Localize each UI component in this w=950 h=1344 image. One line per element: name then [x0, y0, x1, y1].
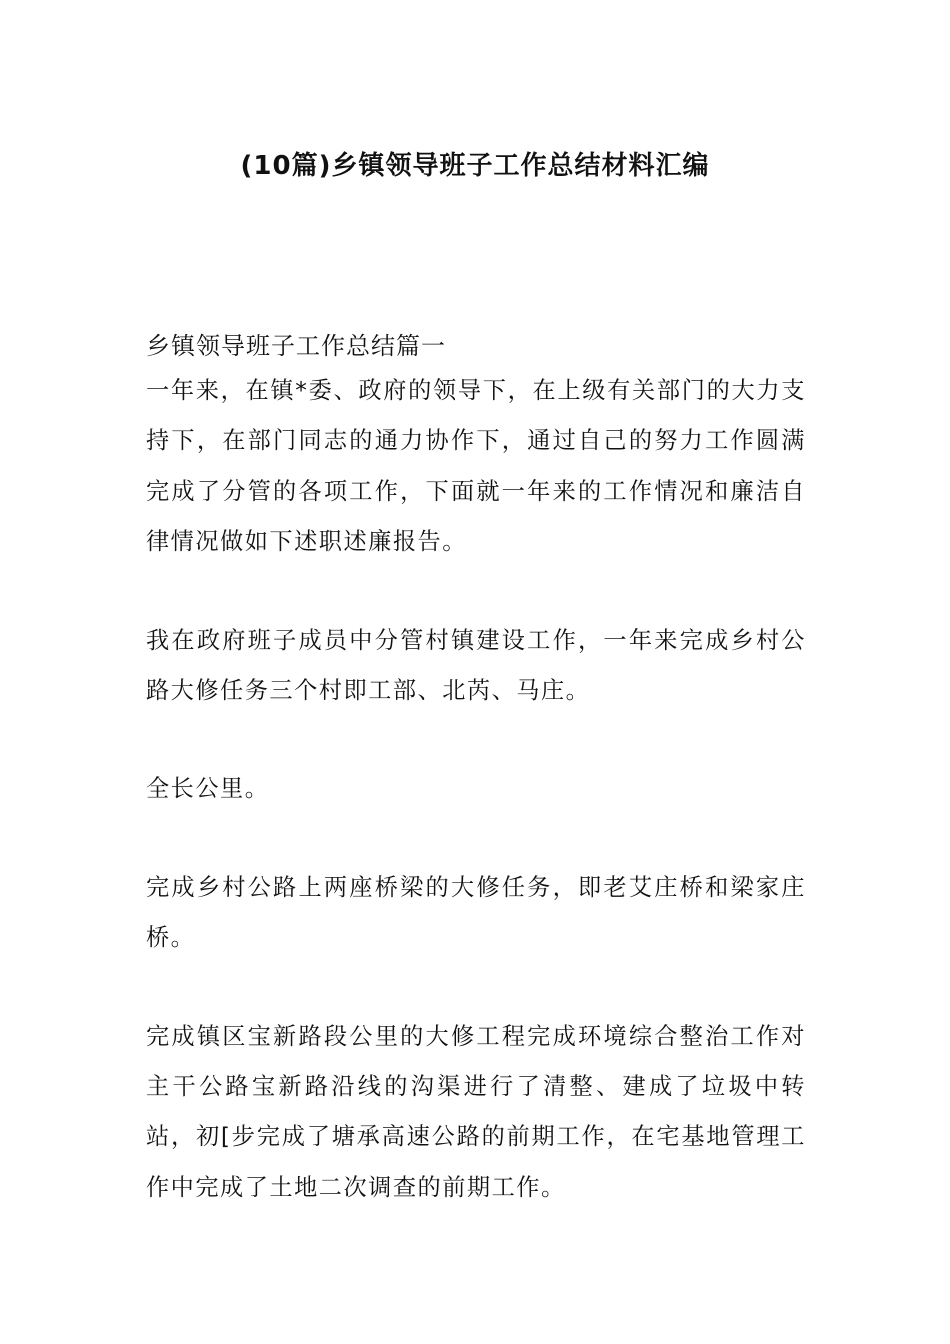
paragraph-spacer — [146, 964, 806, 1012]
paragraph-1: 一年来，在镇*委、政府的领导下，在上级有关部门的大力支持下，在部门同志的通力协作下，通过自己的努力工作圆满完成了分管的各项工作，下面就一年来的工作情况和廉洁自律情况做如下述职述廉报告。 — [146, 377, 806, 556]
paragraph-5: 完成镇区宝新路段公里的大修工程完成环境综合整治工作对主干公路宝新路沿线的沟渠进行了清整、建成了垃圾中转站，初[步完成了塘承高速公路的前期工作，在宅基地管理工作中完成了土地二次调查的前期工作。 — [146, 1022, 806, 1201]
document-title: (10篇)乡镇领导班子工作总结材料汇编 — [240, 151, 710, 181]
section-heading: 乡镇领导班子工作总结篇一 — [146, 332, 446, 360]
document-body — [146, 326, 806, 1213]
paragraph-3: 全长公里。 — [146, 775, 270, 803]
paragraph-4: 完成乡村公路上两座桥梁的大修任务，即老艾庄桥和梁家庄桥。 — [146, 873, 806, 952]
paragraph-spacer — [146, 815, 806, 863]
paragraph-spacer — [146, 716, 806, 764]
paragraph-spacer — [146, 568, 806, 616]
paragraph-2: 我在政府班子成员中分管村镇建设工作，一年来完成乡村公路大修任务三个村即工部、北芮、马庄。 — [146, 626, 806, 705]
